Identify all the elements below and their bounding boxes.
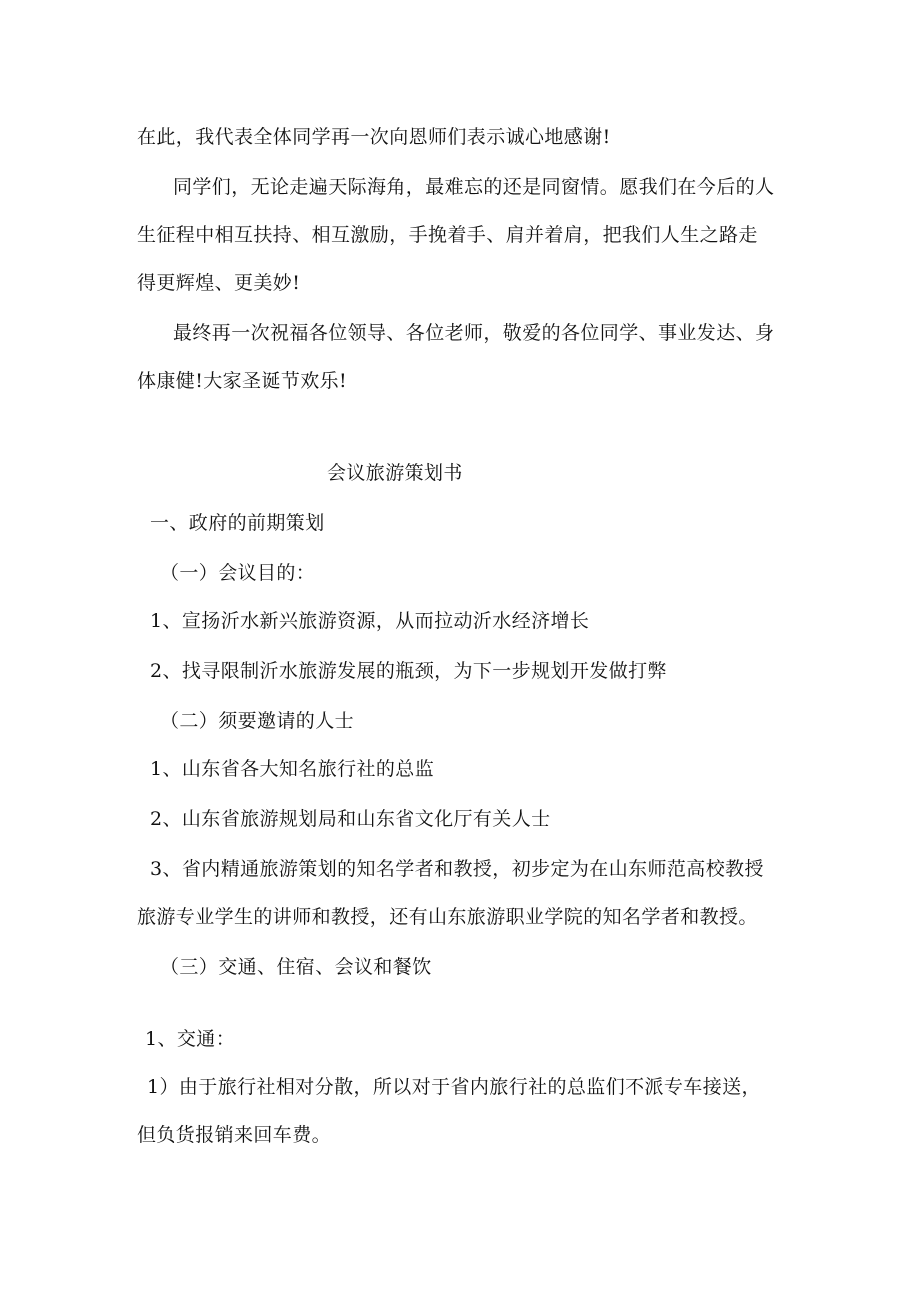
document-title: 会议旅游策划书 — [327, 462, 463, 484]
list-item: 2、找寻限制沂水旅游发展的瓶颈，为下一步规划开发做打弊 — [150, 660, 667, 682]
list-item: 1、山东省各大知名旅行社的总监 — [150, 758, 435, 780]
subsection-heading: （二）须要邀请的人士 — [160, 710, 355, 732]
paragraph-line: 最终再一次祝福各位领导、各位老师，敬爱的各位同学、事业发达、身 — [173, 322, 775, 344]
thanks-line: 在此，我代表全体同学再一次向恩师们表示诚心地感谢! — [137, 126, 611, 148]
list-item-continuation: 旅游专业学生的讲师和教授，还有山东旅游职业学院的知名学者和教授。 — [137, 906, 758, 928]
list-item-continuation: 但负货报销来回车费。 — [137, 1124, 332, 1146]
section-heading: 一、政府的前期策划 — [150, 512, 325, 534]
list-item: 2、山东省旅游规划局和山东省文化厅有关人士 — [150, 808, 551, 830]
list-item: 3、省内精通旅游策划的知名学者和教授，初步定为在山东师范高校教授 — [150, 858, 764, 880]
paragraph-line: 得更辉煌、更美妙! — [137, 272, 301, 294]
list-item: 1、交通： — [145, 1028, 236, 1050]
subsection-heading: （三）交通、住宿、会议和餐饮 — [160, 956, 432, 978]
list-item: 1）由于旅行社相对分散，所以对于省内旅行社的总监们不派专车接送， — [147, 1076, 761, 1098]
paragraph-line: 同学们，无论走遍天际海角，最难忘的还是同窗情。愿我们在今后的人 — [173, 176, 775, 198]
paragraph-line: 生征程中相互扶持、相互激励，手挽着手、肩并着肩，把我们人生之路走 — [137, 224, 758, 246]
paragraph-line: 体康健!大家圣诞节欢乐! — [137, 370, 348, 392]
subsection-heading: （一）会议目的： — [160, 562, 316, 584]
list-item: 1、宣扬沂水新兴旅游资源，从而拉动沂水经济增长 — [150, 610, 590, 632]
